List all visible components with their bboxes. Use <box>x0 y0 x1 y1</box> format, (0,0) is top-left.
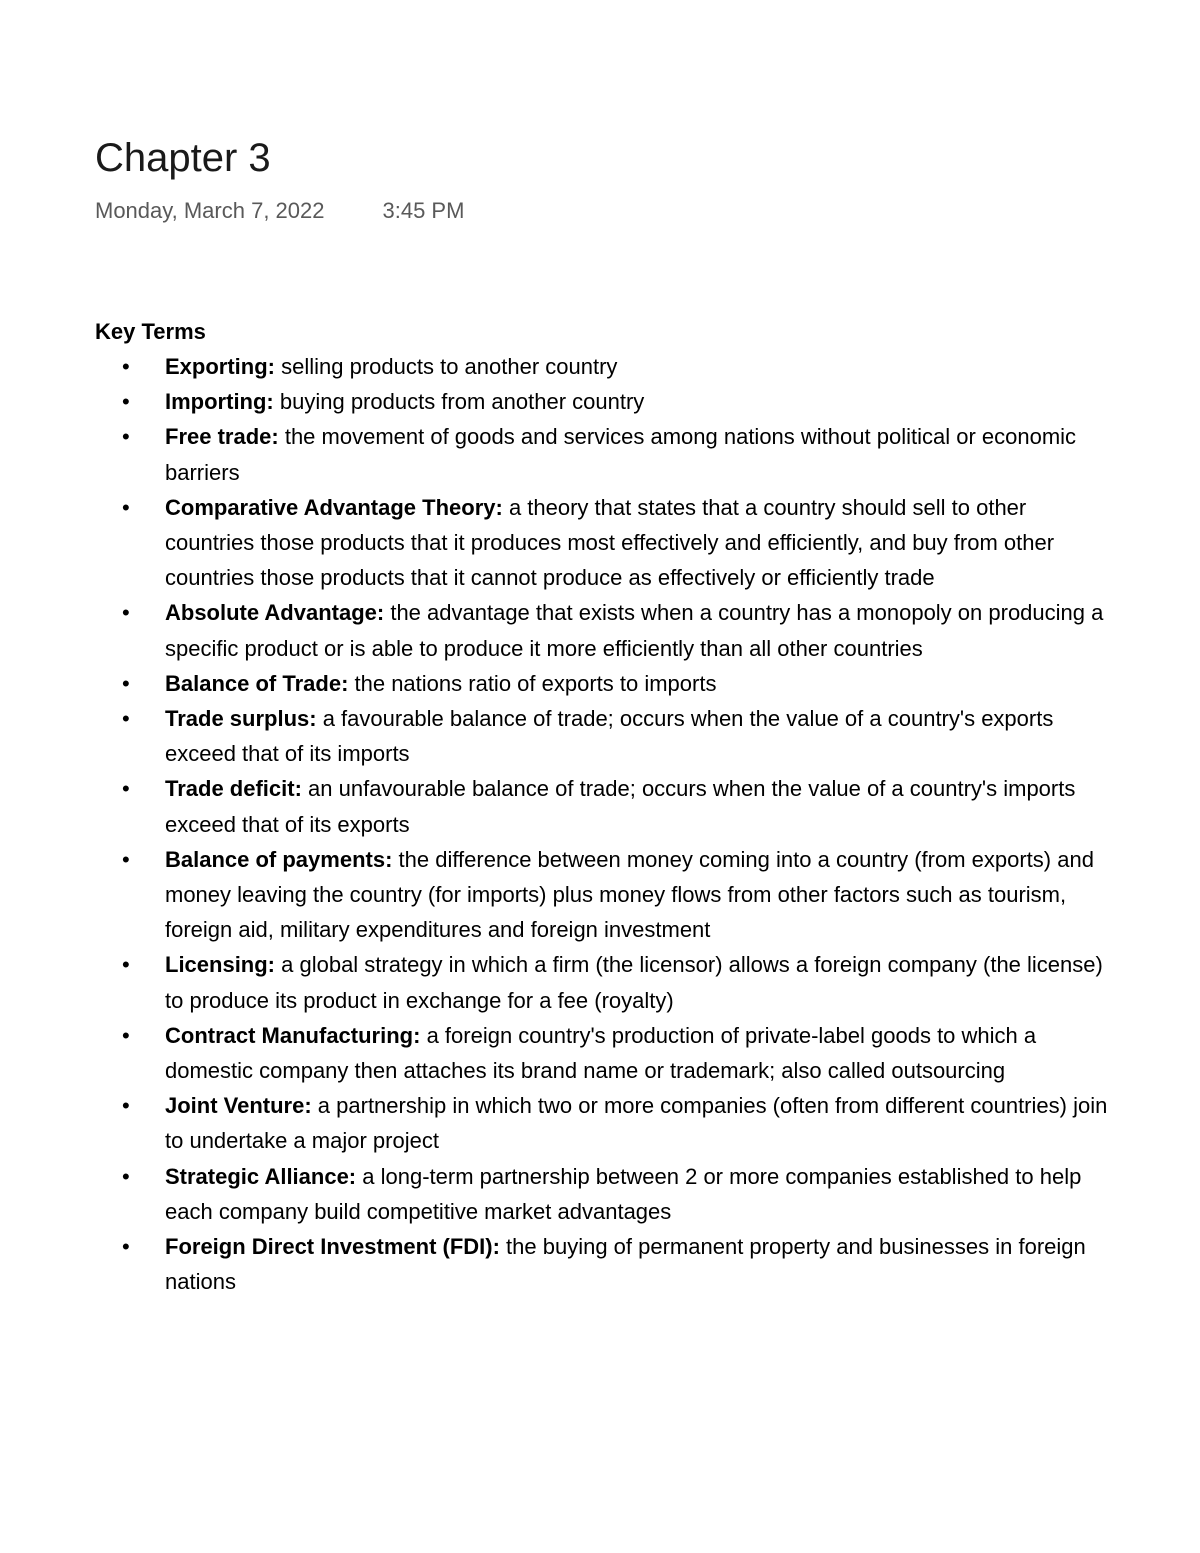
term-definition: buying products from another country <box>273 389 645 415</box>
list-item <box>95 771 1115 841</box>
list-item <box>95 842 1115 948</box>
list-item <box>95 1159 1115 1229</box>
bullet-icon: • <box>122 1234 130 1260</box>
term-name: Absolute Advantage: <box>165 600 385 626</box>
list-item <box>95 595 1115 665</box>
term-definition: the movement of goods and services among nations without political or economic barriers <box>165 424 1077 485</box>
term-definition: a theory that states that a country should sell to other countries those products that it produces most effectively and efficiently, and buy from other countries those products that it cannot produce as effectively or efficiently trade <box>165 494 1055 591</box>
list-item <box>95 419 1115 489</box>
term-definition: a long-term partnership between 2 or more companies established to help each company build competitive market advantages <box>165 1163 1082 1224</box>
bullet-icon: • <box>122 846 130 872</box>
section-heading: Key Terms <box>95 319 206 344</box>
list-item <box>95 1229 1115 1299</box>
bullet-icon: • <box>122 600 130 626</box>
list-item <box>95 666 1115 701</box>
list-item <box>95 349 1115 384</box>
term-definition: a partnership in which two or more companies (often from different countries) join to undertake a major project <box>165 1093 1108 1154</box>
bullet-icon: • <box>122 670 130 696</box>
term-name: Balance of Trade: <box>165 670 349 696</box>
term-name: Importing: <box>165 389 274 415</box>
term-name: Exporting: <box>165 354 275 379</box>
term-name: Strategic Alliance: <box>165 1163 357 1189</box>
term-name: Comparative Advantage Theory: <box>165 494 503 520</box>
list-item <box>95 1018 1115 1088</box>
term-definition: a global strategy in which a firm (the licensor) allows a foreign company (the license) to produce its product in exchange for a fee (royalty) <box>165 952 1103 1013</box>
term-definition: a favourable balance of trade; occurs when the value of a country's exports exceed that of its imports <box>165 706 1054 767</box>
term-definition: selling products to another country <box>275 354 618 379</box>
bullet-icon: • <box>122 389 130 415</box>
term-name: Joint Venture: <box>165 1093 312 1119</box>
term-name: Free trade: <box>165 424 279 450</box>
term-definition: the difference between money coming into a country (from exports) and money leaving the country (for imports) plus money flows from other factors such as tourism, foreign aid, military expenditures and foreign investment <box>165 846 1094 943</box>
list-item <box>95 701 1115 771</box>
term-name: Balance of payments: <box>165 846 393 872</box>
term-definition: the advantage that exists when a country has a monopoly on producing a specific product or is able to produce it more efficiently than all other countries <box>165 600 1104 661</box>
bullet-icon: • <box>122 706 130 732</box>
term-name: Trade deficit: <box>165 776 302 802</box>
page-time: 3:45 PM <box>382 198 465 223</box>
bullet-icon: • <box>122 1163 130 1189</box>
bullet-icon: • <box>122 1022 130 1048</box>
list-item <box>95 384 1115 419</box>
bullet-icon: • <box>122 776 130 802</box>
term-name: Foreign Direct Investment (FDI): <box>165 1234 500 1260</box>
bullet-icon: • <box>122 494 130 520</box>
term-name: Trade surplus: <box>165 706 317 732</box>
list-item <box>95 490 1115 596</box>
term-name: Licensing: <box>165 952 276 978</box>
list-item <box>95 1088 1115 1158</box>
term-definition: a foreign country's production of private-label goods to which a domestic company then attaches its brand name or trademark; also called outsourcing <box>165 1022 1037 1084</box>
page-title: Chapter 3 <box>95 136 271 180</box>
bullet-icon: • <box>122 424 130 450</box>
term-name: Contract Manufacturing: <box>165 1022 421 1048</box>
bullet-icon: • <box>122 354 130 379</box>
page-timestamp <box>95 196 1115 226</box>
key-terms-list <box>95 349 1115 1299</box>
note-page <box>95 132 1115 1299</box>
page-date: Monday, March 7, 2022 <box>95 198 325 223</box>
bullet-icon: • <box>122 1093 130 1119</box>
bullet-icon: • <box>122 952 130 978</box>
list-item <box>95 947 1115 1017</box>
term-definition: the nations ratio of exports to imports <box>348 670 717 696</box>
term-definition: an unfavourable balance of trade; occurs when the value of a country's imports exceed that of its exports <box>165 776 1076 837</box>
term-definition: the buying of permanent property and businesses in foreign nations <box>165 1234 1086 1295</box>
